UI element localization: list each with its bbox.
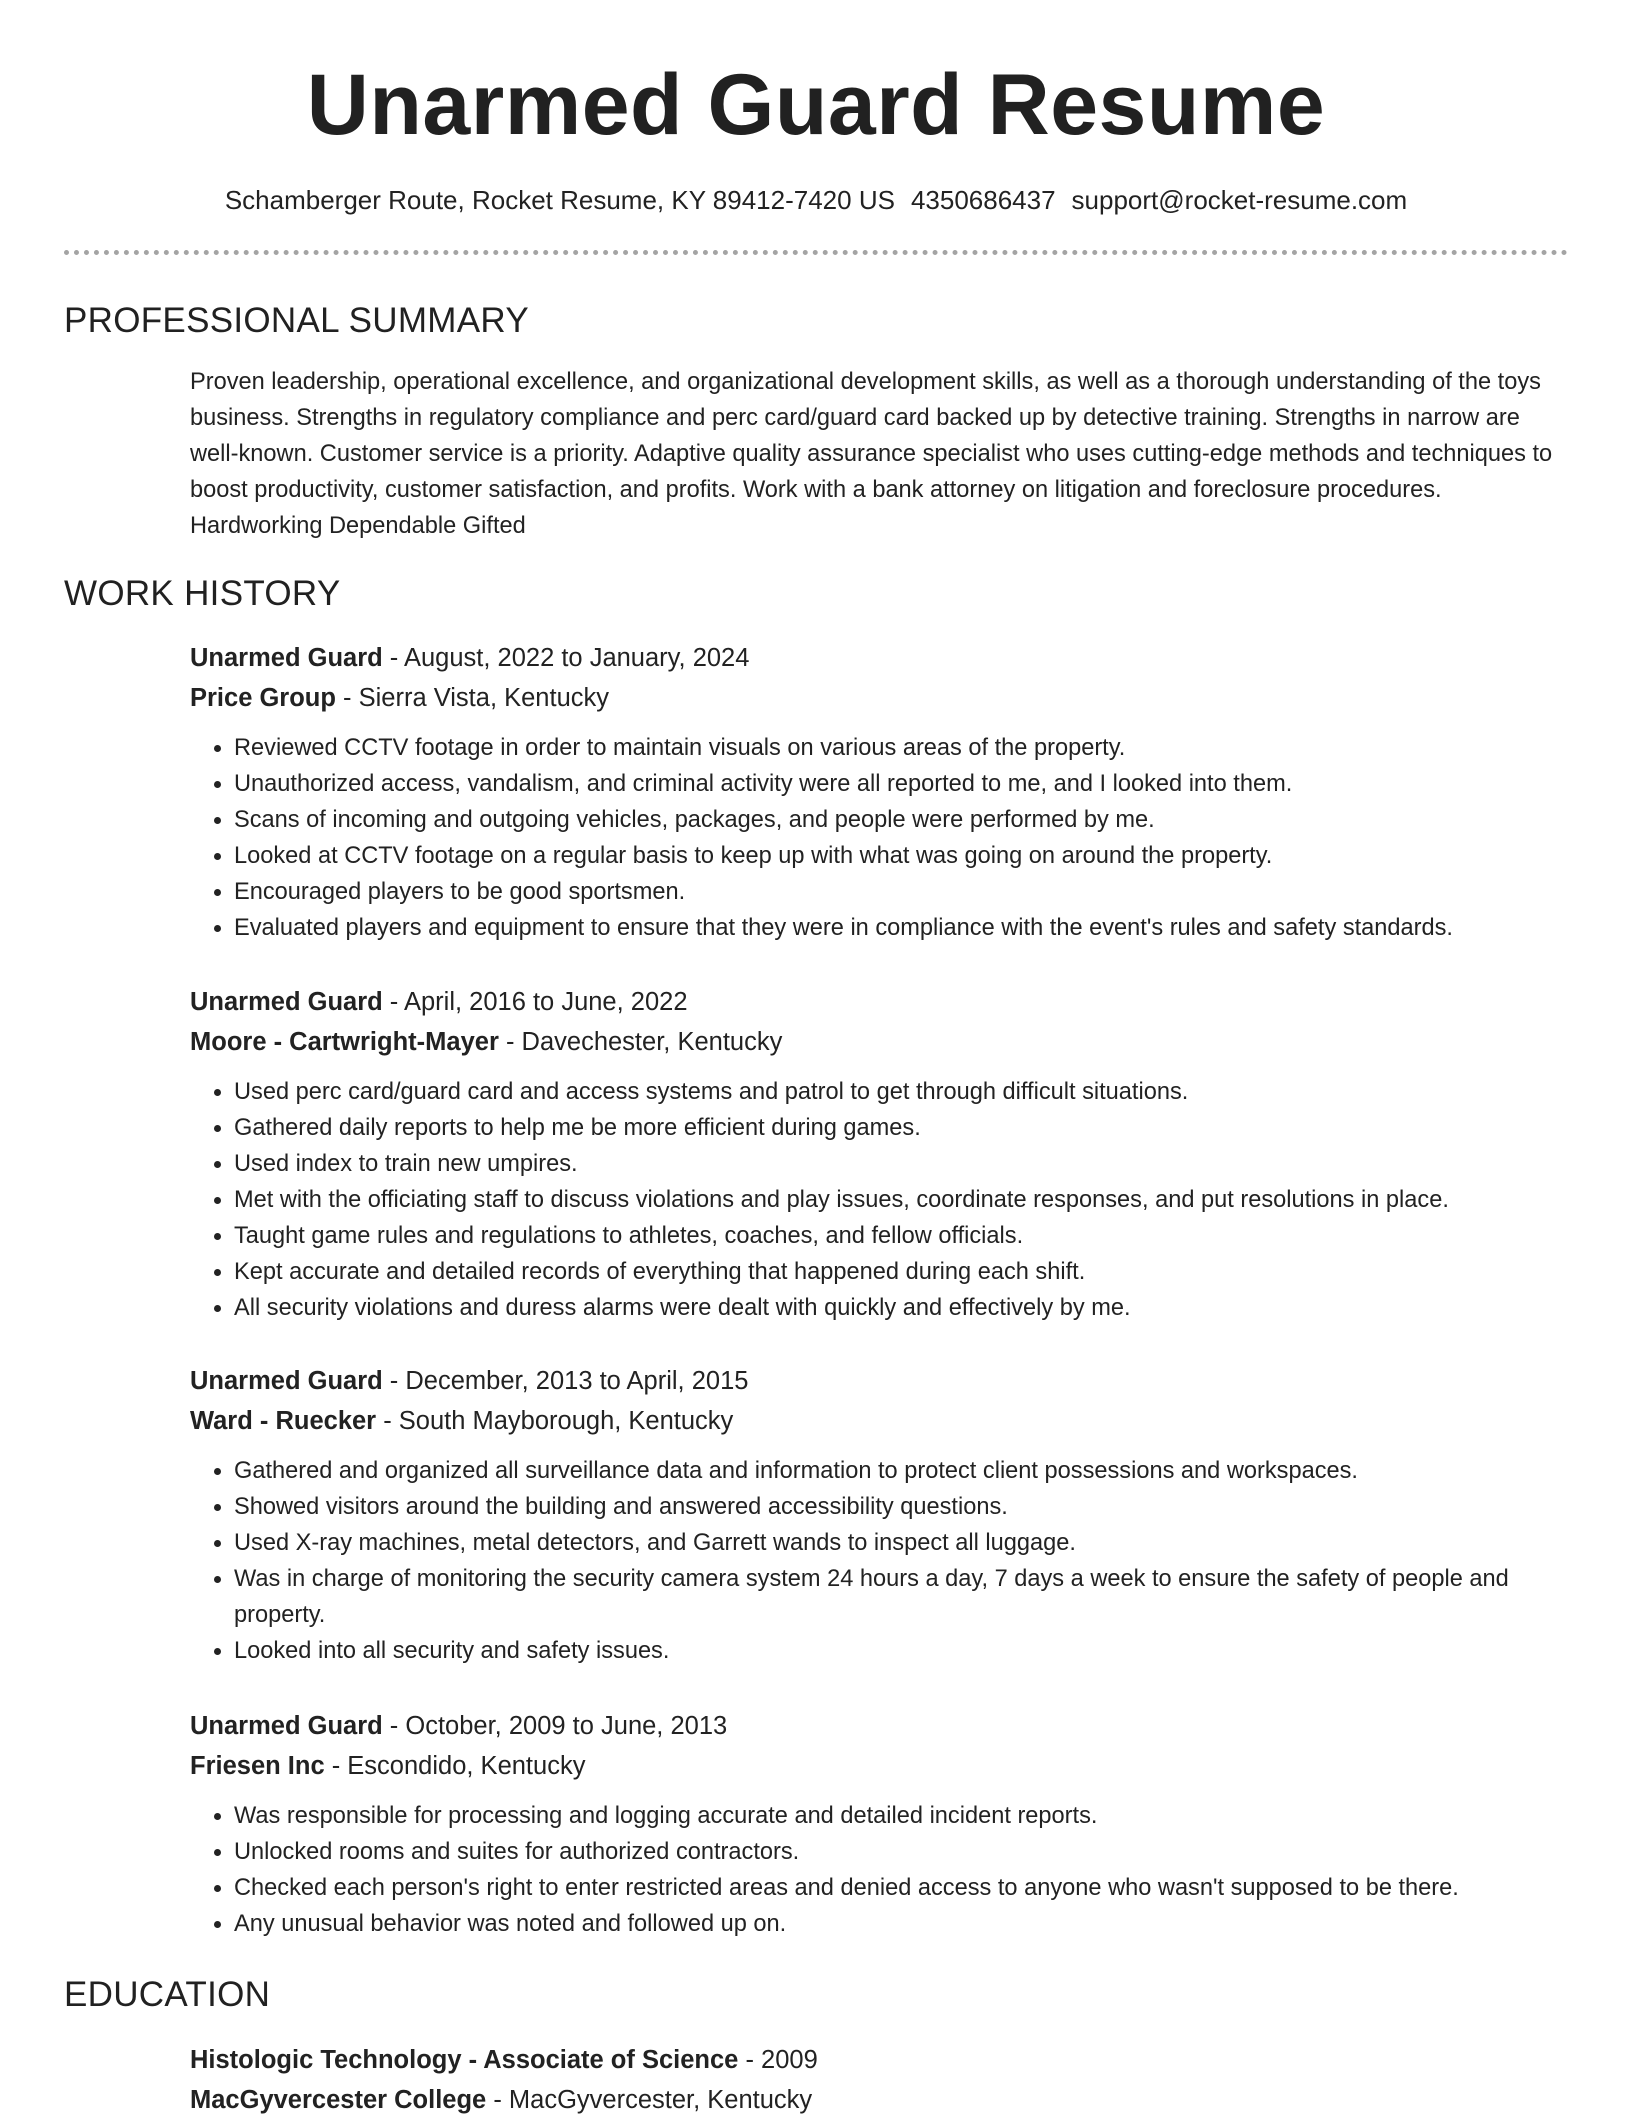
section-title-summary: PROFESSIONAL SUMMARY xyxy=(64,301,529,340)
email: support@rocket-resume.com xyxy=(1071,185,1408,215)
education-entry xyxy=(190,2040,1568,2120)
school-location: - MacGyvercester, Kentucky xyxy=(486,2086,813,2114)
job-duties xyxy=(190,1074,1568,1326)
job-company: Moore - Cartwright-Mayer xyxy=(190,1028,499,1056)
job-location: - Escondido, Kentucky xyxy=(324,1752,586,1780)
job-duties xyxy=(190,730,1568,946)
job-role: Unarmed Guard xyxy=(190,988,383,1016)
duty-item: • Kept accurate and detailed records of everything that happened during each shift. xyxy=(234,1254,1568,1290)
job-dates: - October, 2009 to June, 2013 xyxy=(382,1712,728,1740)
job-role: Unarmed Guard xyxy=(190,1367,383,1395)
degree: Histologic Technology - Associate of Science xyxy=(190,2046,739,2074)
job-company-line xyxy=(190,678,1568,718)
duty-item: • Gathered and organized all surveillance data and information to protect client possessions and workspaces. xyxy=(234,1453,1568,1489)
job-title-line xyxy=(190,1361,1568,1401)
job-dates: - December, 2013 to April, 2015 xyxy=(382,1367,749,1395)
contact-info xyxy=(0,182,1632,218)
job-dates: - August, 2022 to January, 2024 xyxy=(382,644,750,672)
duty-item: • Encouraged players to be good sportsmen. xyxy=(234,874,1568,910)
header-divider xyxy=(64,250,1568,255)
job-location: - Sierra Vista, Kentucky xyxy=(335,684,610,712)
duty-item: • Showed visitors around the building and answered accessibility questions. xyxy=(234,1489,1568,1525)
duty-item: • Used index to train new umpires. xyxy=(234,1146,1568,1182)
job-role: Unarmed Guard xyxy=(190,644,383,672)
job-duties xyxy=(190,1453,1568,1669)
duty-item: • Met with the officiating staff to discuss violations and play issues, coordinate responses, and put resolutions in place. xyxy=(234,1182,1568,1218)
duty-item: • Looked at CCTV footage on a regular basis to keep up with what was going on around the property. xyxy=(234,838,1568,874)
graduation-year: - 2009 xyxy=(738,2046,818,2074)
phone: 4350686437 xyxy=(910,185,1056,215)
address: Schamberger Route, Rocket Resume, KY 89412-7420 US xyxy=(224,185,895,215)
duty-item: • Evaluated players and equipment to ensure that they were in compliance with the event's rules and safety standards. xyxy=(234,910,1568,946)
job-entry xyxy=(190,982,1568,1326)
summary-text: Proven leadership, operational excellence, and organizational development skills, as well as a thorough understanding of the toys business. Strengths in regulatory compliance and perc card/guard card backed up by detective training. Strengths in narrow are well-known. Customer service is a priority. Adaptive quality assurance specialist who uses cutting-edge methods and techniques to boost productivity, customer satisfaction, and profits. Work with a bank attorney on litigation and foreclosure procedures. Hardworking Dependable Gifted xyxy=(190,369,1553,539)
job-company: Friesen Inc xyxy=(190,1752,325,1780)
duty-item: • Was in charge of monitoring the security camera system 24 hours a day, 7 days a week to ensure the safety of people and property. xyxy=(234,1561,1568,1633)
duty-item: • Unlocked rooms and suites for authorized contractors. xyxy=(234,1834,1568,1870)
job-dates: - April, 2016 to June, 2022 xyxy=(382,988,688,1016)
duty-item: • Reviewed CCTV footage in order to maintain visuals on various areas of the property. xyxy=(234,730,1568,766)
job-title-line xyxy=(190,1706,1568,1746)
job-duties xyxy=(190,1798,1568,1942)
duty-item: • Gathered daily reports to help me be more efficient during games. xyxy=(234,1110,1568,1146)
job-entry xyxy=(190,1361,1568,1669)
job-company-line xyxy=(190,1022,1568,1062)
duty-item: • Looked into all security and safety issues. xyxy=(234,1633,1568,1669)
section-title-work-history: WORK HISTORY xyxy=(64,574,341,613)
job-company-line xyxy=(190,1746,1568,1786)
job-company: Ward - Ruecker xyxy=(190,1407,377,1435)
duty-item: • Taught game rules and regulations to athletes, coaches, and fellow officials. xyxy=(234,1218,1568,1254)
duty-item: • Scans of incoming and outgoing vehicles, packages, and people were performed by me. xyxy=(234,802,1568,838)
job-entry xyxy=(190,1706,1568,1942)
degree-line xyxy=(190,2040,1568,2080)
job-company: Price Group xyxy=(190,684,336,712)
duty-item: • Was responsible for processing and logging accurate and detailed incident reports. xyxy=(234,1798,1568,1834)
duty-item: • Used X-ray machines, metal detectors, and Garrett wands to inspect all luggage. xyxy=(234,1525,1568,1561)
job-location: - Davechester, Kentucky xyxy=(498,1028,783,1056)
duty-item: • Checked each person's right to enter restricted areas and denied access to anyone who wasn't supposed to be there. xyxy=(234,1870,1568,1906)
job-company-line xyxy=(190,1401,1568,1441)
school: MacGyvercester College xyxy=(190,2086,487,2114)
resume-title: Unarmed Guard Resume xyxy=(306,57,1326,153)
section-title-education: EDUCATION xyxy=(64,1975,271,2014)
duty-item: • Any unusual behavior was noted and followed up on. xyxy=(234,1906,1568,1942)
job-entry xyxy=(190,638,1568,946)
school-line xyxy=(190,2080,1568,2120)
duty-item: • All security violations and duress alarms were dealt with quickly and effectively by me. xyxy=(234,1290,1568,1326)
job-title-line xyxy=(190,638,1568,678)
job-title-line xyxy=(190,982,1568,1022)
job-role: Unarmed Guard xyxy=(190,1712,383,1740)
duty-item: • Unauthorized access, vandalism, and criminal activity were all reported to me, and I looked into them. xyxy=(234,766,1568,802)
duty-item: • Used perc card/guard card and access systems and patrol to get through difficult situations. xyxy=(234,1074,1568,1110)
job-location: - South Mayborough, Kentucky xyxy=(376,1407,734,1435)
